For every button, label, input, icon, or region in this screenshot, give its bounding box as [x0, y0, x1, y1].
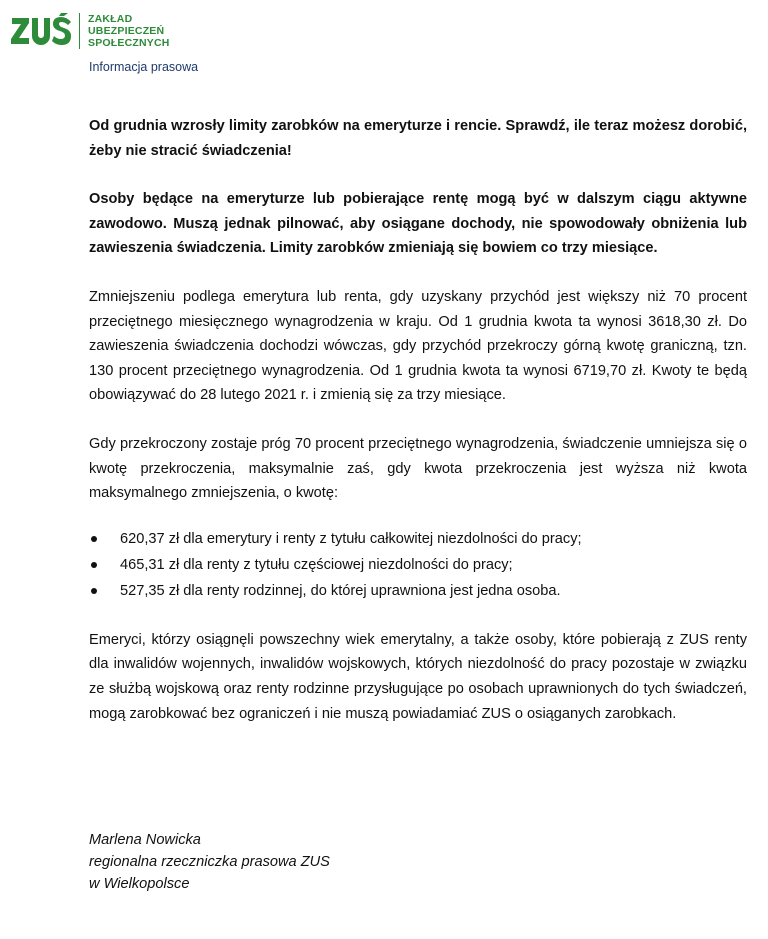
logo-line-2: UBEZPIECZEŃ: [88, 25, 165, 37]
logo-line-3: SPOŁECZNYCH: [88, 37, 170, 49]
list-item: 527,35 zł dla renty rodzinnej, do której uprawniona jest jedna osoba.: [89, 578, 747, 604]
zus-logo-icon: [11, 13, 73, 49]
signature-name: Marlena Nowicka: [89, 832, 201, 848]
article-paragraph-2: Gdy przekroczony zostaje próg 70 procent przeciętnego wynagrodzenia, świadczenie umniejsza się o kwotę przekroczenia, maksymalnie zaś, gdy kwota przekroczenia jest wyższa niż kwota maksymalnego zmniejszenia, o kwotę:: [89, 435, 747, 502]
list-item: 620,37 zł dla emerytury i renty z tytułu całkowitej niezdolności do pracy;: [89, 526, 747, 552]
signature-region: w Wielkopolsce: [89, 876, 190, 892]
logo-divider: [79, 13, 80, 49]
article-lead: Osoby będące na emeryturze lub pobierające rentę mogą być w dalszym ciągu aktywne zawodowo. Muszą jednak pilnować, aby osiągane dochody, nie spowodowały obniżenia lub zawieszenia świadczenia. Limity zarobków zmieniają się bowiem co trzy miesiące.: [89, 191, 747, 257]
article-paragraph-1: Zmniejszeniu podlega emerytura lub renta, gdy uzyskany przychód jest większy niż 70 procent przeciętnego miesięcznego wynagrodzenia w kraju. Od 1 grudnia kwota ta wynosi 3618,30 zł. Do zawieszenia świadczenia dochodzi wówczas, gdy przychód przekroczy górną kwotę graniczną, tzn. 130 procent przeciętnego wynagrodzenia. Od 1 grudnia kwota ta wynosi 6719,70 zł. Kwoty te będą obowiązywać do 28 lutego 2021 r. i zmienią się za trzy miesiące.: [89, 288, 747, 404]
zus-logo: [11, 13, 170, 49]
press-release-label: Informacja prasowa: [89, 60, 199, 74]
article-paragraph-3: Emeryci, którzy osiągnęli powszechny wiek emerytalny, a także osoby, które pobierają z ZUS renty dla inwalidów wojennych, inwalidów wojskowych, których niezdolność do pracy pozostaje w związku ze służbą wojskową oraz renty rodzinne przysługujące po osobach uprawnionych do tych świadczeń, mogą zarobkować bez ograniczeń i nie muszą powiadamiać ZUS o osiąganych zarobkach.: [89, 631, 747, 722]
article-headline: Od grudnia wzrosły limity zarobków na emeryturze i rencie. Sprawdź, ile teraz możesz dorobić, żeby nie stracić świadczenia!: [89, 118, 747, 159]
list-item: 465,31 zł dla renty z tytułu częściowej niezdolności do pracy;: [89, 552, 747, 578]
signature-role: regionalna rzeczniczka prasowa ZUS: [89, 854, 330, 870]
signature: [89, 829, 330, 895]
logo-line-1: ZAKŁAD: [88, 13, 133, 25]
deduction-list: [89, 526, 747, 604]
logo-text: [88, 13, 170, 49]
article-body: [89, 114, 747, 750]
